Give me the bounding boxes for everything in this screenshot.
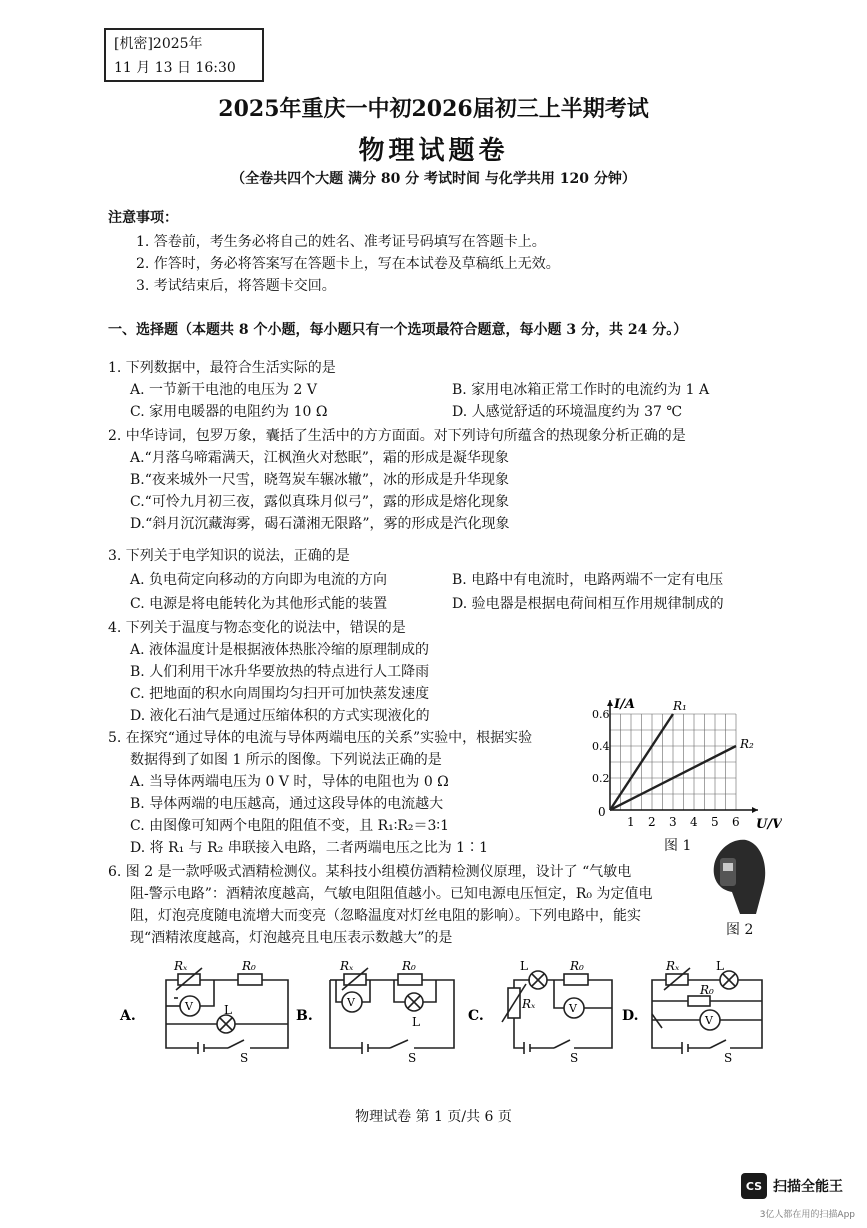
circuit-label: A. xyxy=(120,1008,136,1024)
switch-label: S xyxy=(240,1051,249,1065)
lamp-label: L xyxy=(520,959,528,973)
page-footer: 物理试卷 第 1 页/共 6 页 xyxy=(355,1109,512,1125)
r0-label: R₀ xyxy=(242,959,256,973)
x-tick-label: 2 xyxy=(648,815,656,829)
figure-1-chart xyxy=(592,696,782,856)
option-c: C.“可怜九月初三夜，露似真珠月似弓”，露的形成是熔化现象 xyxy=(130,494,509,510)
option-d: D. 验电器是根据电荷间相互作用规律制成的 xyxy=(452,596,724,612)
note-item: 1. 答卷前，考生务必将自己的姓名、准考证号码填写在答题卡上。 xyxy=(136,234,546,250)
circuit-label: B. xyxy=(296,1008,313,1024)
y-axis-arrow xyxy=(607,700,613,706)
stamp-line-2: 11 月 13 日 16:30 xyxy=(114,60,236,76)
question-stem-cont: 阻，灯泡亮度随电流增大而变亮（忽略温度对灯丝电阻的影响）。下列电路中，能实 xyxy=(130,908,641,924)
rx-label: Rₓ xyxy=(174,959,188,973)
x-tick-label: 1 xyxy=(627,815,635,829)
series-label: R₁ xyxy=(673,699,687,713)
stamp-line-1: [机密]2025年 xyxy=(114,36,203,52)
section-heading: 一、选择题（本题共 8 个小题，每小题只有一个选项最符合题意，每小题 3 分，共 24 分。） xyxy=(108,322,688,338)
x-tick-label: 4 xyxy=(690,815,698,829)
rx-label: Rₓ xyxy=(340,959,354,973)
chart-series xyxy=(610,699,754,810)
option-a: A.“月落乌啼霜满天，江枫渔火对愁眠”，霜的形成是凝华现象 xyxy=(130,450,509,466)
y-tick-label: 0.2 xyxy=(592,772,610,785)
origin-label: 0 xyxy=(598,805,606,819)
circuit-options xyxy=(118,958,778,1066)
option-d: D. 将 R₁ 与 R₂ 串联接入电路，二者两端电压之比为 1∶1 xyxy=(130,840,488,856)
option-c: C. 电源是将电能转化为其他形式能的装置 xyxy=(130,596,388,612)
switch xyxy=(554,1040,570,1048)
circuit-a xyxy=(119,959,288,1065)
option-b: B. 电路中有电流时，电路两端不一定有电压 xyxy=(452,572,724,588)
fixed-resistor xyxy=(238,974,262,985)
x-axis-arrow xyxy=(752,807,758,813)
note-item: 2. 作答时，务必将答案写在答题卡上，写在本试卷及草稿纸上无效。 xyxy=(136,256,560,272)
option-b: B. 导体两端的电压越高，通过这段导体的电流越大 xyxy=(130,796,444,812)
x-axis-label: U/V xyxy=(756,817,782,832)
note-item: 3. 考试结束后，将答题卡交回。 xyxy=(136,278,336,294)
question-stem: 1. 下列数据中，最符合生活实际的是 xyxy=(108,360,336,376)
lamp-label: L xyxy=(412,1015,420,1029)
option-d: D.“斜月沉沉藏海雾，碣石潇湘无限路”，雾的形成是汽化现象 xyxy=(130,516,510,532)
rx-label: Rₓ xyxy=(666,959,680,973)
r0-label: R₀ xyxy=(402,959,416,973)
lamp-label: L xyxy=(224,1003,232,1017)
option-c: C. 把地面的积水向周围均匀扫开可加快蒸发速度 xyxy=(130,686,430,702)
fixed-resistor xyxy=(688,996,710,1006)
switch xyxy=(390,1040,408,1048)
question-stem-cont: 阻-警示电路”：酒精浓度越高，气敏电阻阻值越小。已知电源电压恒定，R₀ 为定值电 xyxy=(130,886,653,902)
option-b: B. 家用电冰箱正常工作时的电流约为 1 A xyxy=(452,382,710,398)
paper-title: 物理试题卷 xyxy=(358,136,509,166)
switch xyxy=(710,1040,726,1048)
scanner-watermark xyxy=(741,1172,851,1200)
question-stem-cont: 现“酒精浓度越高，灯泡越亮且电压表示数越大”的是 xyxy=(130,930,453,946)
chart-grid xyxy=(607,700,758,813)
y-axis-label: I/A xyxy=(614,697,635,712)
option-a: A. 负电荷定向移动的方向即为电流的方向 xyxy=(130,572,388,588)
rx-label: Rₓ xyxy=(522,997,536,1011)
fixed-resistor xyxy=(398,974,422,985)
exam-info: （全卷共四个大题 满分 80 分 考试时间 与化学共用 120 分钟） xyxy=(231,171,636,187)
question-stem-cont: 数据得到了如图 1 所示的图像。下列说法正确的是 xyxy=(130,752,442,768)
option-b: B. 人们利用干冰升华要放热的特点进行人工降雨 xyxy=(130,664,430,680)
x-tick-label: 3 xyxy=(669,815,677,829)
question-stem: 6. 图 2 是一款呼吸式酒精检测仪。某科技小组模仿酒精检测仪原理，设计了 “气敏电 xyxy=(108,864,632,880)
figure-2-caption: 图 2 xyxy=(726,922,754,938)
confidential-stamp xyxy=(104,28,264,82)
series-label: R₂ xyxy=(740,737,754,751)
option-d: D. 人感觉舒适的环境温度约为 37 ℃ xyxy=(452,404,683,420)
question-stem: 3. 下列关于电学知识的说法，正确的是 xyxy=(108,548,350,564)
option-a: A. 一节新干电池的电压为 2 V xyxy=(130,382,317,398)
question-stem: 2. 中华诗词，包罗万象，囊括了生活中的方方面面。对下列诗句所蕴含的热现象分析正确的是 xyxy=(108,428,686,444)
option-b: B.“夜来城外一尺雪，晓驾炭车辗冰辙”，冰的形成是升华现象 xyxy=(130,472,510,488)
circuit-d xyxy=(622,959,762,1065)
scanner-logo-icon: CS xyxy=(741,1173,767,1199)
option-c: C. 由图像可知两个电阻的阻值不变，且 R₁∶R₂＝3∶1 xyxy=(130,818,449,834)
switch-label: S xyxy=(724,1051,733,1065)
circuit-label: D. xyxy=(622,1008,639,1024)
switch-label: S xyxy=(570,1051,579,1065)
scanner-slogan: 3亿人都在用的扫描App xyxy=(759,1210,855,1220)
circuit-label: C. xyxy=(468,1008,484,1024)
meter-label: V xyxy=(705,1014,713,1027)
option-d: D. 液化石油气是通过压缩体积的方式实现液化的 xyxy=(130,708,430,724)
question-stem: 4. 下列关于温度与物态变化的说法中，错误的是 xyxy=(108,620,406,636)
meter-label: V xyxy=(347,996,355,1009)
x-tick-label: 6 xyxy=(732,815,740,829)
circuit-c xyxy=(468,959,612,1065)
meter-label: V xyxy=(569,1002,577,1015)
r0-label: R₀ xyxy=(700,983,714,997)
scanner-name: 扫描全能王 xyxy=(773,1179,843,1195)
alcohol-tester-image xyxy=(706,836,770,916)
lamp-label: L xyxy=(716,959,724,973)
figure-1-caption: 图 1 xyxy=(664,838,692,854)
switch-label: S xyxy=(408,1051,417,1065)
y-tick-label: 0.6 xyxy=(592,708,610,721)
switch xyxy=(228,1040,244,1048)
fixed-resistor xyxy=(564,974,588,985)
option-c: C. 家用电暖器的电阻约为 10 Ω xyxy=(130,404,328,420)
y-tick-label: 0.4 xyxy=(592,740,610,753)
circuit-b xyxy=(296,959,454,1065)
option-a: A. 液体温度计是根据液体热胀冷缩的原理制成的 xyxy=(130,642,430,658)
exam-title: 2025年重庆一中初2026届初三上半期考试 xyxy=(218,96,649,122)
notes-heading: 注意事项： xyxy=(108,210,178,226)
question-stem: 5. 在探究“通过导体的电流与导体两端电压的关系”实验中，根据实验 xyxy=(108,730,533,746)
option-a: A. 当导体两端电压为 0 V 时，导体的电阻也为 0 Ω xyxy=(130,774,449,790)
r0-label: R₀ xyxy=(570,959,584,973)
meter-label: V xyxy=(185,1000,193,1013)
x-tick-label: 5 xyxy=(711,815,719,829)
